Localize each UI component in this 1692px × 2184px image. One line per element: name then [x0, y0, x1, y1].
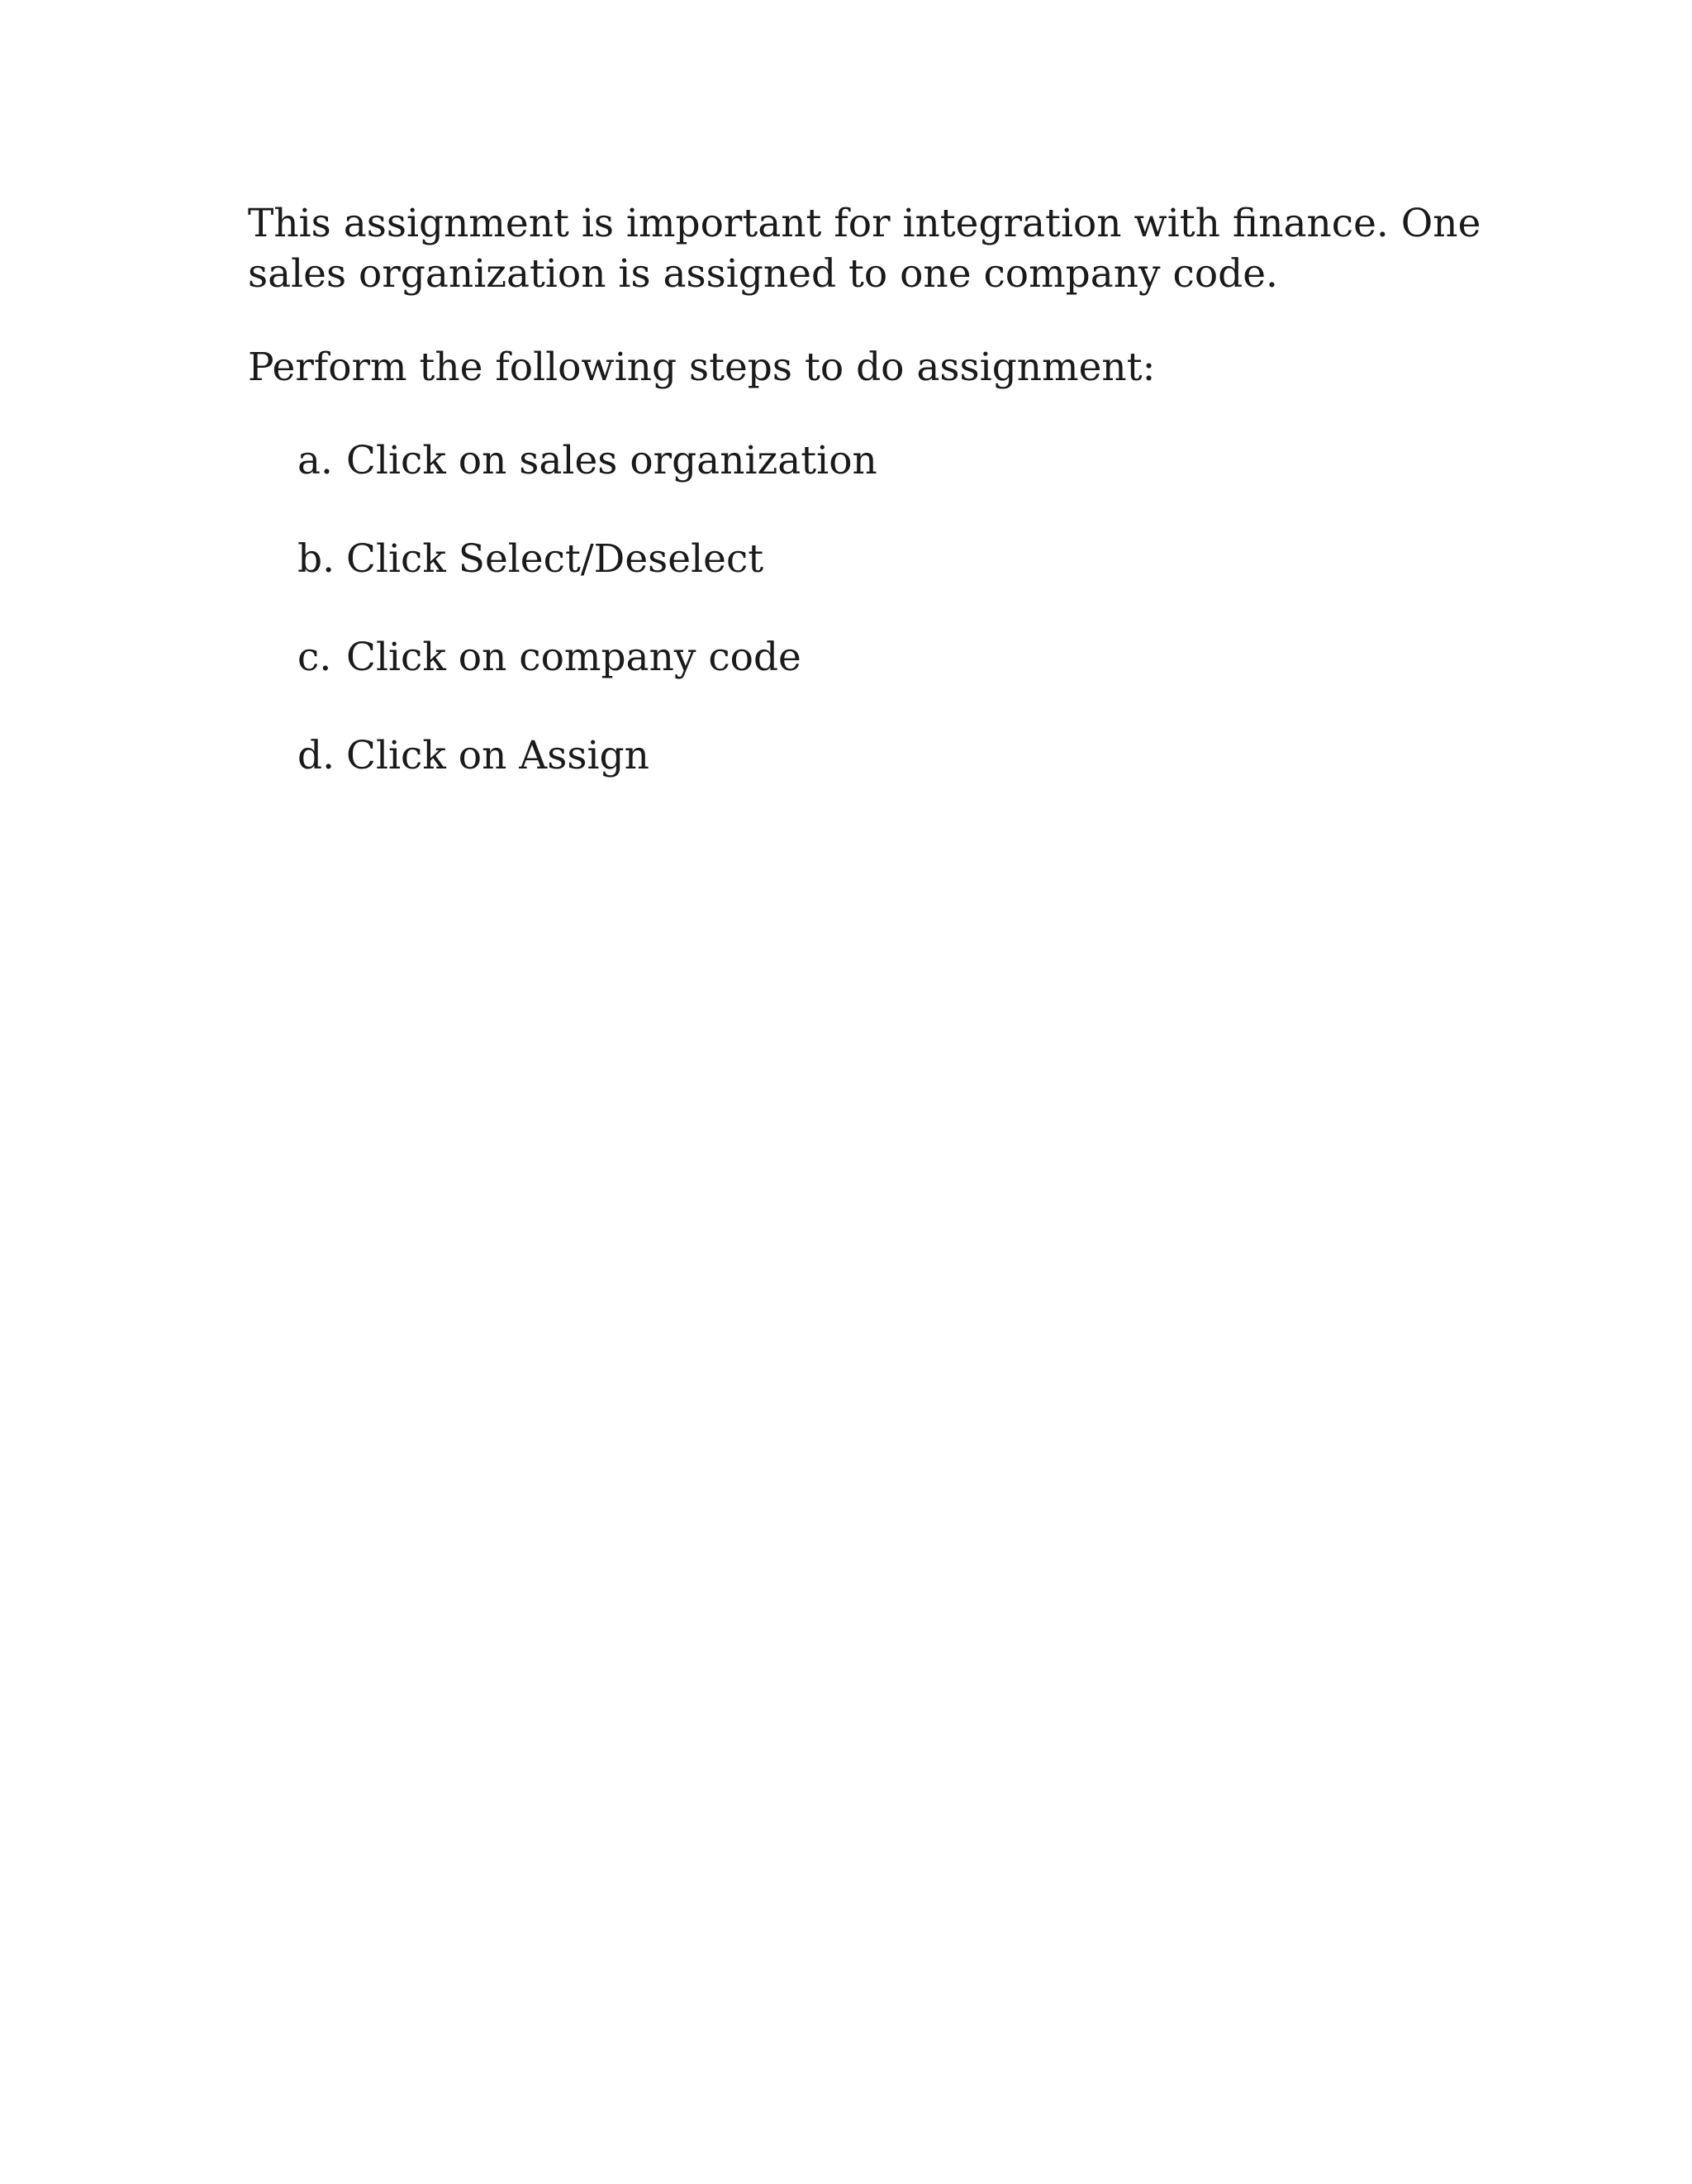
step-marker: b. — [297, 536, 335, 582]
step-item — [248, 534, 1454, 584]
intro-line: This assignment is important for integration with finance. One — [248, 201, 1481, 246]
step-text: Click on company code — [346, 635, 801, 680]
instruction-paragraph: Perform the following steps to do assignment: — [248, 345, 1156, 390]
document-body — [248, 198, 1481, 829]
step-marker: a. — [297, 438, 333, 483]
step-item — [248, 435, 1454, 486]
steps-list — [248, 435, 1454, 781]
step-item — [248, 632, 1454, 683]
intro-line: sales organization is assigned to one company code. — [248, 251, 1278, 297]
step-text: Click Select/Deselect — [346, 536, 764, 582]
step-item — [248, 730, 1454, 781]
step-text: Click on Assign — [346, 733, 649, 778]
step-text: Click on sales organization — [346, 438, 877, 483]
step-marker: d. — [297, 733, 335, 778]
intro-paragraph — [248, 198, 1481, 299]
step-marker: c. — [297, 635, 332, 680]
